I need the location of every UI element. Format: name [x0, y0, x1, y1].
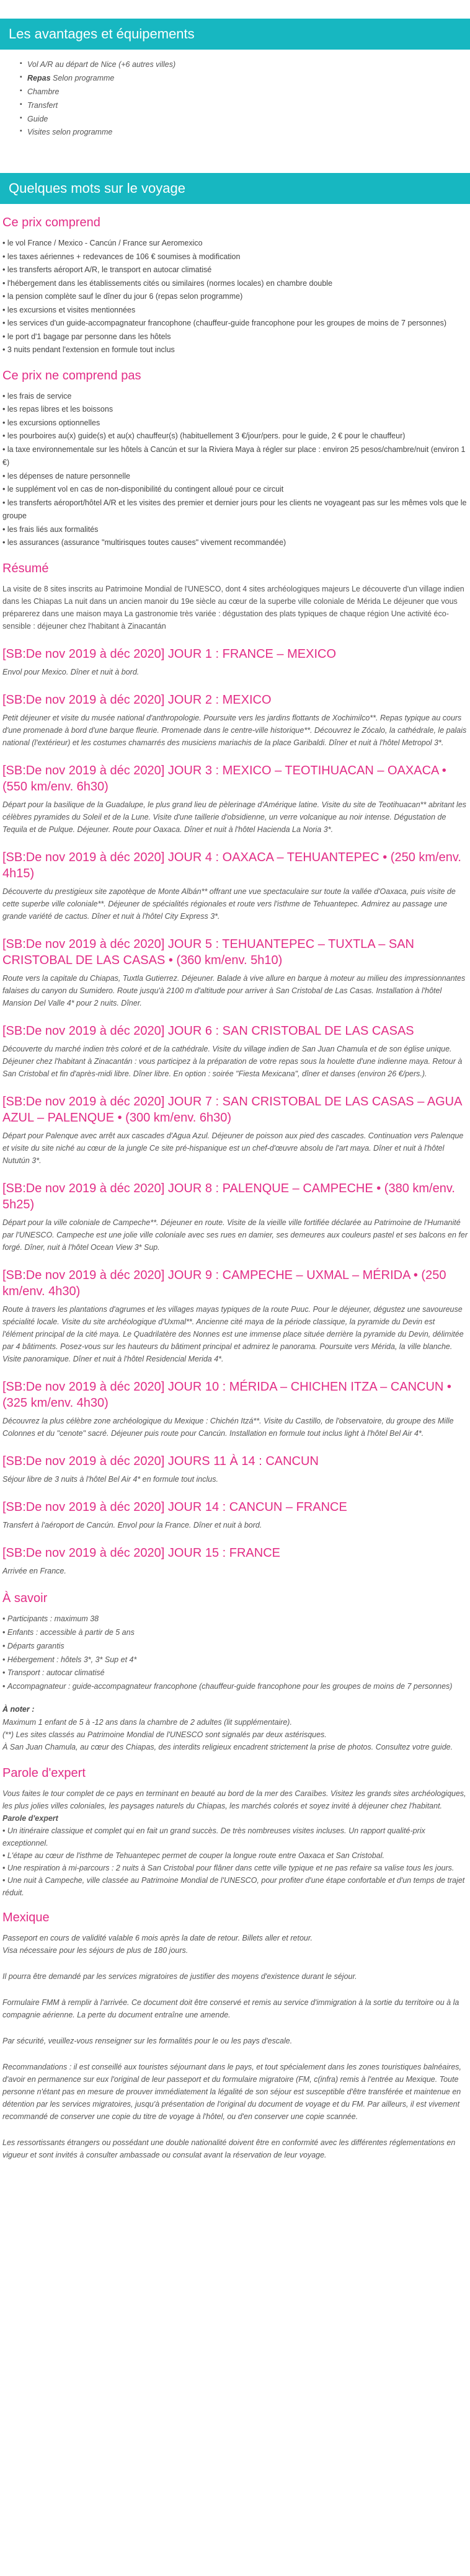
- list-item: • le vol France / Mexico - Cancún / France sur Aeromexico: [2, 237, 468, 250]
- prix-ne-comprend-heading: Ce prix ne comprend pas: [2, 368, 141, 383]
- day-block: [0, 646, 470, 678]
- expert-subhead: Parole d'expert: [2, 1813, 58, 1823]
- day-text: Arrivée en France.: [2, 1566, 66, 1575]
- avantages-list-wrap: [0, 58, 470, 139]
- day-text: Route vers la capitale du Chiapas, Tuxtla Gutierrez. Déjeuner. Balade à vive allure en barque à moteur au milieu des impressionnantes falaises du canyon du Sumidero. Route jusqu'à 2100 m d'altitude pour arriver à San Cristobal de Las Casas. Installation à l'hôtel Mansion Del Valle 4* pour 2 nuits. Dîner.: [2, 973, 466, 1007]
- day-block: [0, 1094, 470, 1167]
- list-item: • le port d'1 bagage par personne dans les hôtels: [2, 330, 468, 344]
- day-title: [SB:De nov 2019 à déc 2020] JOUR 1 : FRANCE – MEXICO: [2, 647, 337, 661]
- voyage-header: Quelques mots sur le voyage: [0, 173, 470, 204]
- list-item: • la pension complète sauf le dîner du jour 6 (repas selon programme): [2, 290, 468, 304]
- list-item: • Accompagnateur : guide-accompagnateur francophone (chauffeur-guide francophone pour les groupes de moins de 7 personnes): [2, 1680, 468, 1694]
- mexique-heading: Mexique: [2, 1910, 50, 1924]
- a-savoir-heading: À savoir: [2, 1591, 48, 1605]
- prix-ne-comprend-list: [0, 390, 470, 550]
- list-item: • 3 nuits pendant l'extension en formule tout inclus: [2, 343, 468, 357]
- day-block: [0, 1453, 470, 1485]
- day-text: Départ pour Palenque avec arrêt aux cascades d'Agua Azul. Déjeuner de poisson aux pied des cascades. Continuation vers Palenque et visite du site niché au cœur de la jungle Ce site pré-hispanique est un chef-d'œuvre absolu de l'art maya. Dîner et nuit à l'hôtel Nututún 3*.: [2, 1131, 464, 1165]
- list-item: • les taxes aériennes + redevances de 106 € soumises à modification: [2, 250, 468, 264]
- day-block: [0, 849, 470, 923]
- mexique-paragraph: Les ressortissants étrangers ou possédant une double nationalité doivent être en conformité avec les différentes réglementations en vigueur et sont invités à consulter ambassade ou consulat avant la réservation de leur voyage.: [2, 2138, 456, 2159]
- day-title: [SB:De nov 2019 à déc 2020] JOUR 5 : TEHUANTEPEC – TUXTLA – SAN CRISTOBAL DE LAS CASAS • (360 km/env. 5h10): [2, 937, 415, 967]
- day-block: [0, 1023, 470, 1080]
- list-item: • Enfants : accessible à partir de 5 ans: [2, 1626, 468, 1640]
- expert-intro: Vous faites le tour complet de ce pays en terminant en beauté au bord de la mer des Caraïbes. Visitez les grands sites archéologiques, les plus jolies villes coloniales, les paysages naturels du Chiapas, les marchés colorés et soyez invité à déjeuner chez l'habitant.: [2, 1789, 466, 1810]
- list-item: • les frais liés aux formalités: [2, 523, 468, 537]
- list-item: • Une respiration à mi-parcours : 2 nuits à San Cristobal pour flâner dans cette ville typique et ne pas refaire sa valise tous les jours.: [2, 1862, 468, 1874]
- day-text: Découvrez la plus célèbre zone archéologique du Mexique : Chichén Itzá**. Visite du Castillo, de l'observatoire, du groupe des Mille Colonnes et du "cenote" sacré. Déjeuner puis route pour Cancún. Installation en formule tout inclus light à l'hôtel Bel Air 4*.: [2, 1416, 454, 1438]
- day-title: [SB:De nov 2019 à déc 2020] JOUR 10 : MÉRIDA – CHICHEN ITZA – CANCUN • (325 km/env. 4h30): [2, 1379, 451, 1410]
- day-block: [0, 1379, 470, 1440]
- day-block: [0, 692, 470, 749]
- avantage-item: ▪ Repas Selon programme: [20, 72, 468, 86]
- list-item: • la taxe environnementale sur les hôtels à Cancún et sur la Riviera Maya à régler sur place : environ 25 pesos/chambre/nuit (environ 1 €): [2, 443, 468, 470]
- day-block: [0, 936, 470, 1009]
- list-item: • les excursions optionnelles: [2, 417, 468, 430]
- day-title: [SB:De nov 2019 à déc 2020] JOUR 7 : SAN CRISTOBAL DE LAS CASAS – AGUA AZUL – PALENQUE • (300 km/env. 6h30): [2, 1094, 462, 1125]
- day-text: Découverte du marché indien très coloré et de la cathédrale. Visite du village indien de San Juan Chamula et de son église unique. Déjeuner chez l'habitant à Zinacantán : vous participez à la préparation de votre repas sous la houlette d'une indienne maya. Retour à San Cristobal et fin d'après-midi libre. Dîner libre. En option : soirée "Fiesta Mexicana", dîner et danses (environ 26 €/pers.).: [2, 1044, 463, 1078]
- day-block: [0, 1180, 470, 1254]
- day-text: Départ pour la basilique de la Guadalupe, le plus grand lieu de pèlerinage d'Amérique latine. Visite du site de Teotihuacan** abritant les célèbres pyramides du Soleil et de la Lune. Visite d'une taillerie d'obsidienne, un verre volcanique au noir intense. Dégustation de Tequila et de Pulque. Déjeuner. Route pour Oaxaca. Dîner et nuit à l'hôtel Hacienda La Noria 3*.: [2, 800, 467, 834]
- list-item: • Une nuit à Campeche, ville classée au Patrimoine Mondial de l'UNESCO, pour profiter d'une étape confortable et d'un temps de trajet réduit.: [2, 1874, 468, 1899]
- list-item: • Participants : maximum 38: [2, 1613, 468, 1626]
- day-block: [0, 1545, 470, 1577]
- day-text: Transfert à l'aéroport de Cancún. Envol pour la France. Dîner et nuit à bord.: [2, 1520, 262, 1529]
- list-item: • les frais de service: [2, 390, 468, 404]
- resume-text: La visite de 8 sites inscrits au Patrimoine Mondial de l'UNESCO, dont 4 sites archéologiques majeurs Le découverte d'un village indien dans les Chiapas La nuit dans un ancien manoir du 19e siècle au cœur de la superbe ville coloniale de Mérida Le déjeuner que vous préparerez dans une maison maya La gastronomie très variée : dégustation des plats typiques de chaque région Une activité éco-sensible : déjeuner chez l'habitant à Zinacantán: [2, 584, 464, 631]
- day-text: Découverte du prestigieux site zapotèque de Monte Albán** offrant une vue spectaculaire sur toute la vallée d'Oaxaca, puis visite de cette superbe ville coloniale**. Déjeuner de spécialités régionales et route vers l'isthme de Tehuantepec. Admirez au passage une grande variété de cactus. Dîner et nuit à l'hôtel City Express 3*.: [2, 887, 456, 921]
- mexique-paragraph: Par sécurité, veuillez-vous renseigner sur les formalités pour le ou les pays d'escale.: [2, 2036, 293, 2045]
- a-savoir-list: [0, 1613, 470, 1694]
- note-line: Maximum 1 enfant de 5 à -12 ans dans la chambre de 2 adultes (lit supplémentaire).: [2, 1717, 292, 1727]
- avantage-item: ▪ Guide: [20, 113, 468, 126]
- list-item: • les excursions et visites mentionnées: [2, 304, 468, 317]
- avantage-item: ▪ Chambre: [20, 86, 468, 99]
- day-title: [SB:De nov 2019 à déc 2020] JOUR 3 : MEXICO – TEOTIHUACAN – OAXACA • (550 km/env. 6h30): [2, 763, 446, 794]
- day-text: Petit déjeuner et visite du musée national d'anthropologie. Poursuite vers les jardins flottants de Xochimilco**. Repas typique au cours d'une promenade à bord d'une barque fleurie. Promenade dans le centre-ville historique**. Découvrez le Zócalo, la cathédrale, le palais national (l'extérieur) et les costumes chamarrés des musiciens mariachis de la place Garibaldi. Dîner et nuit à l'hôtel Metropol 3*.: [2, 713, 467, 747]
- avantage-item: ▪ Visites selon programme: [20, 126, 468, 139]
- list-item: • les services d'un guide-accompagnateur francophone (chauffeur-guide francophone pour les groupes de moins de 7 personnes): [2, 317, 468, 330]
- day-title: [SB:De nov 2019 à déc 2020] JOUR 2 : MEXICO: [2, 693, 272, 707]
- avantage-item: ▪ Vol A/R au départ de Nice (+6 autres villes): [20, 58, 468, 72]
- day-text: Séjour libre de 3 nuits à l'hôtel Bel Air 4* en formule tout inclus.: [2, 1474, 218, 1484]
- list-item: • l'hébergement dans les établissements cités ou similaires (normes locales) en chambre double: [2, 277, 468, 291]
- day-title: [SB:De nov 2019 à déc 2020] JOUR 4 : OAXACA – TEHUANTEPEC • (250 km/env. 4h15): [2, 850, 461, 880]
- expert-block: [0, 1787, 470, 1899]
- list-item: • Hébergement : hôtels 3*, 3* Sup et 4*: [2, 1653, 468, 1667]
- day-title: [SB:De nov 2019 à déc 2020] JOURS 11 À 14 : CANCUN: [2, 1454, 319, 1468]
- list-item: • les repas libres et les boissons: [2, 403, 468, 417]
- resume-heading: Résumé: [2, 561, 49, 575]
- list-item: • les pourboires au(x) guide(s) et au(x) chauffeur(s) (habituellement 3 €/jour/pers. pour le guide, 2 € pour le chauffeur): [2, 430, 468, 443]
- note-line: (**) Les sites classés au Patrimoine Mondial de l'UNESCO sont signalés par deux astérisques.: [2, 1730, 327, 1739]
- mexique-paragraph: Il pourra être demandé par les services migratoires de justifier des moyens d'existence durant le séjour.: [2, 1972, 357, 1981]
- list-item: • les transferts aéroport/hôtel A/R et les visites des premier et dernier jours pour les clients ne voyageant pas sur les mêmes vols que le groupe: [2, 497, 468, 523]
- prix-comprend-heading: Ce prix comprend: [2, 216, 100, 230]
- list-item: • L'étape au cœur de l'isthme de Tehuantepec permet de couper la longue route entre Oaxaca et San Cristobal.: [2, 1849, 468, 1862]
- mexique-paragraph: Formulaire FMM à remplir à l'arrivée. Ce document doit être conservé et remis au service d'immigration à la sortie du territoire ou à la compagnie aérienne. La perte du document entraîne une amende.: [2, 1998, 459, 2019]
- list-item: • Un itinéraire classique et complet qui en fait un grand succès. De très nombreuses visites incluses. Un rapport qualité-prix exceptionnel.: [2, 1825, 468, 1849]
- day-text: Route à travers les plantations d'agrumes et les villages mayas typiques de la route Puuc. Pour le déjeuner, dégustez une savoureuse spécialité locale. Visite du site archéologique d'Uxmal**. Ancienne cité maya de la période classique, la pyramide du Devin est l'élément principal de la cité maya. Le Quadrilatère des Nonnes est une immense place située derrière la pyramide du Devin, délimitée par 4 bâtiments. Posez-vous sur les hauteurs du bâtiment principal et admirez le panorama. Poursuite vers Mérida, la ville blanche. Visite panoramique. Dîner et nuit à l'hôtel Residencial Merida 4*.: [2, 1304, 464, 1363]
- day-title: [SB:De nov 2019 à déc 2020] JOUR 8 : PALENQUE – CAMPECHE • (380 km/env. 5h25): [2, 1181, 455, 1211]
- day-title: [SB:De nov 2019 à déc 2020] JOUR 14 : CANCUN – FRANCE: [2, 1500, 347, 1514]
- day-title: [SB:De nov 2019 à déc 2020] JOUR 6 : SAN CRISTOBAL DE LAS CASAS: [2, 1024, 414, 1038]
- avantage-item: ▪ Transfert: [20, 99, 468, 113]
- avantages-list: [20, 58, 468, 139]
- day-block: [0, 1499, 470, 1531]
- day-text: Envol pour Mexico. Dîner et nuit à bord.: [2, 667, 140, 676]
- list-item: • Départs garantis: [2, 1640, 468, 1653]
- prix-comprend-list: [0, 237, 470, 357]
- expert-heading: Parole d'expert: [2, 1766, 86, 1780]
- day-block: [0, 1267, 470, 1365]
- avantages-header: Les avantages et équipements: [0, 19, 470, 50]
- day-block: [0, 763, 470, 836]
- day-title: [SB:De nov 2019 à déc 2020] JOUR 15 : FRANCE: [2, 1546, 280, 1560]
- list-item: • les transferts aéroport A/R, le transport en autocar climatisé: [2, 263, 468, 277]
- note-title: À noter :: [2, 1705, 35, 1714]
- list-item: • les assurances (assurance "multirisques toutes causes" vivement recommandée): [2, 536, 468, 550]
- day-text: Départ pour la ville coloniale de Campeche**. Déjeuner en route. Visite de la vieille ville fortifiée déclarée au Patrimoine de l'Humanité par l'UNESCO. Campeche est une jolie ville coloniale avec ses rues en damier, ses demeures aux couleurs pastel et ses balcons en fer forgé. Dîner, nuit à l'hôtel Ocean View 3* Sup.: [2, 1218, 468, 1252]
- list-item: • le supplément vol en cas de non-disponibilité du contingent alloué pour ce circuit: [2, 483, 468, 497]
- list-item: • les dépenses de nature personnelle: [2, 470, 468, 484]
- day-title: [SB:De nov 2019 à déc 2020] JOUR 9 : CAMPECHE – UXMAL – MÉRIDA • (250 km/env. 4h30): [2, 1268, 446, 1298]
- mexique-paragraph: Recommandations : il est conseillé aux touristes séjournant dans le pays, et tout spécialement dans les zones touristiques balnéaires, d'avoir en permanence sur eux l'original de leur passeport et du formulaire migratoire (FM, c(infra) remis à l'entrée au Mexique. Toute personne n'étant pas en mesure de prouver immédiatement la légalité de son séjour est susceptible d'être transférée et maintenue en détention par les services migratoires, jusqu'à présentation de l'original du document de voyage et du FM. Par ailleurs, il est vivement recommandé de conserver une copie du titre de voyage à l'hôtel, ou d'en conserver une copie scannée.: [2, 2062, 461, 2121]
- mexique-block: [0, 1932, 470, 2161]
- list-item: • Transport : autocar climatisé: [2, 1666, 468, 1680]
- note-line: À San Juan Chamula, au cœur des Chiapas, des interdits religieux encadrent strictement la prise de photos. Consultez votre guide.: [2, 1742, 453, 1751]
- mexique-paragraph: Passeport en cours de validité valable 6 mois après la date de retour. Billets aller et retour. Visa nécessaire pour les séjours de plus de 180 jours.: [2, 1933, 313, 1955]
